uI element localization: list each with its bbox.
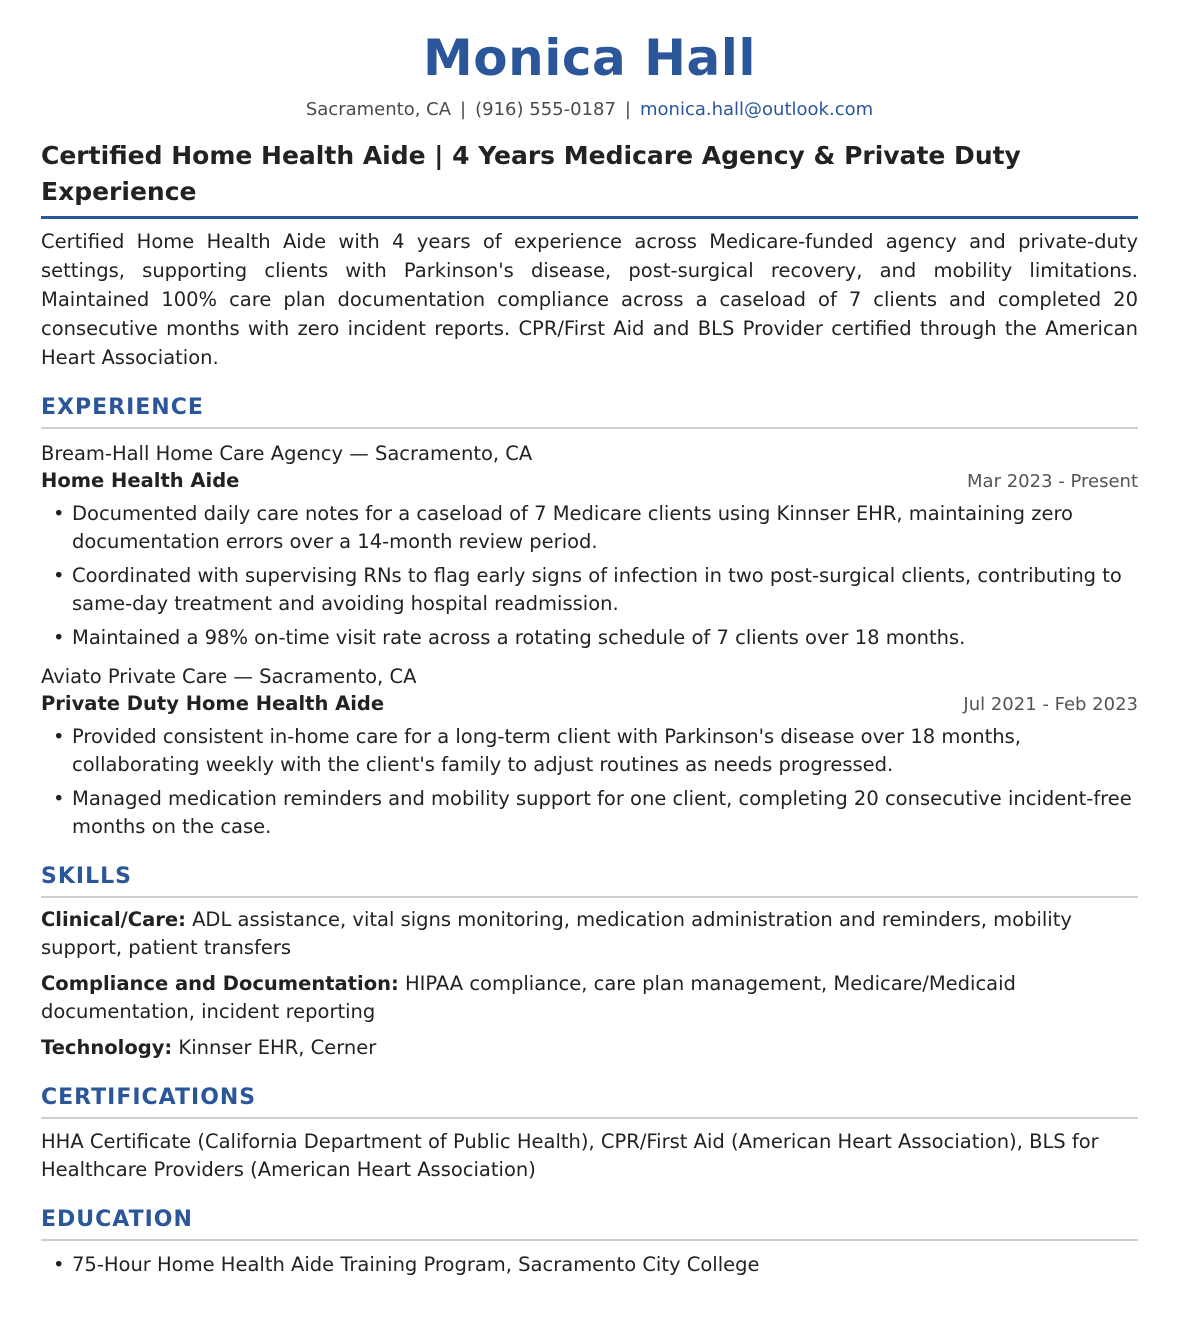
- job-bullet-list: [41, 723, 1138, 841]
- section-title-skills: SKILLS: [41, 862, 1138, 898]
- job-bullet-list: [41, 500, 1138, 652]
- bullet-icon: •: [53, 787, 65, 810]
- email-link[interactable]: monica.hall@outlook.com: [640, 99, 874, 120]
- job-title: Private Duty Home Health Aide: [41, 692, 385, 715]
- bullet-icon: •: [53, 725, 65, 748]
- professional-summary: Certified Home Health Aide with 4 years of experience across Medicare-funded agency and private-duty settings, supporting clients with Parkinson's disease, post-surgical recovery, and mobility limitations. Maintained 100% care plan documentation compliance across a caseload of 7 clients and completed 20 consecutive months with zero incident reports. CPR/First Aid and BLS Provider certified through the American Heart Association.: [41, 230, 1138, 369]
- list-item: [41, 1251, 1138, 1279]
- bullet-text: Provided consistent in-home care for a long-term client with Parkinson's disease over 18 months, collaborating weekly with the client's family to adjust routines as needs progressed.: [72, 725, 1021, 776]
- bullet-icon: •: [53, 502, 65, 525]
- skill-group: [41, 1034, 1138, 1062]
- candidate-name: Monica Hall: [423, 29, 756, 87]
- bullet-text: Coordinated with supervising RNs to flag early signs of infection in two post-surgical clients, contributing to same-day treatment and avoiding hospital readmission.: [72, 564, 1122, 615]
- education-item-text: 75-Hour Home Health Aide Training Program, Sacramento City College: [72, 1253, 760, 1276]
- skill-group-text: HIPAA compliance, care plan management, Medicare/Medicaid documentation, incident reporting: [41, 972, 1016, 1023]
- skill-group-text: Kinnser EHR, Cerner: [178, 1036, 377, 1059]
- list-item: [41, 500, 1138, 556]
- skill-group: [41, 970, 1138, 1026]
- job-header-row: [41, 690, 1138, 719]
- job-dates: Jul 2021 - Feb 2023: [963, 694, 1138, 715]
- list-item: [41, 624, 1138, 652]
- job-entry: [41, 441, 1138, 652]
- list-item: [41, 562, 1138, 618]
- bullet-text: Maintained a 98% on-time visit rate across a rotating schedule of 7 clients over 18 months.: [72, 626, 966, 649]
- bullet-text: Documented daily care notes for a caseload of 7 Medicare clients using Kinnser EHR, maintaining zero documentation errors over a 14-month review period.: [72, 502, 1073, 553]
- location-text: Sacramento, CA: [305, 99, 452, 120]
- bullet-icon: •: [53, 626, 65, 649]
- skill-group-label: Clinical/Care:: [41, 908, 186, 931]
- job-title: Home Health Aide: [41, 469, 240, 492]
- list-item: [41, 723, 1138, 779]
- phone-text: (916) 555-0187: [475, 99, 616, 120]
- job-header-row: [41, 467, 1138, 496]
- job-dates: Mar 2023 - Present: [967, 471, 1138, 492]
- resume-headline: Certified Home Health Aide | 4 Years Medicare Agency & Private Duty Experience: [41, 138, 1138, 219]
- certifications-text: HHA Certificate (California Department of Public Health), CPR/First Aid (American Heart Association), BLS for Healthcare Providers (American Heart Association): [41, 1130, 1099, 1181]
- section-title-education: EDUCATION: [41, 1205, 1138, 1241]
- contact-separator: |: [460, 99, 467, 120]
- job-entry: [41, 664, 1138, 841]
- skill-group-label: Technology:: [41, 1036, 173, 1059]
- job-organization: Aviato Private Care — Sacramento, CA: [41, 665, 417, 688]
- section-title-experience: EXPERIENCE: [41, 393, 1138, 429]
- bullet-text: Managed medication reminders and mobility support for one client, completing 20 consecutive incident-free months on the case.: [72, 787, 1132, 838]
- skills-list: [41, 906, 1138, 1062]
- bullet-icon: •: [53, 1253, 65, 1276]
- section-title-certifications: CERTIFICATIONS: [41, 1083, 1138, 1119]
- skill-group: [41, 906, 1138, 962]
- contact-separator: |: [624, 99, 631, 120]
- skill-group-label: Compliance and Documentation:: [41, 972, 399, 995]
- education-list: [41, 1251, 1138, 1279]
- job-organization: Bream-Hall Home Care Agency — Sacramento, CA: [41, 442, 533, 465]
- bullet-icon: •: [53, 564, 65, 587]
- skill-group-text: ADL assistance, vital signs monitoring, medication administration and reminders, mobility support, patient transfers: [41, 908, 1072, 959]
- list-item: [41, 785, 1138, 841]
- contact-line: [41, 98, 1138, 122]
